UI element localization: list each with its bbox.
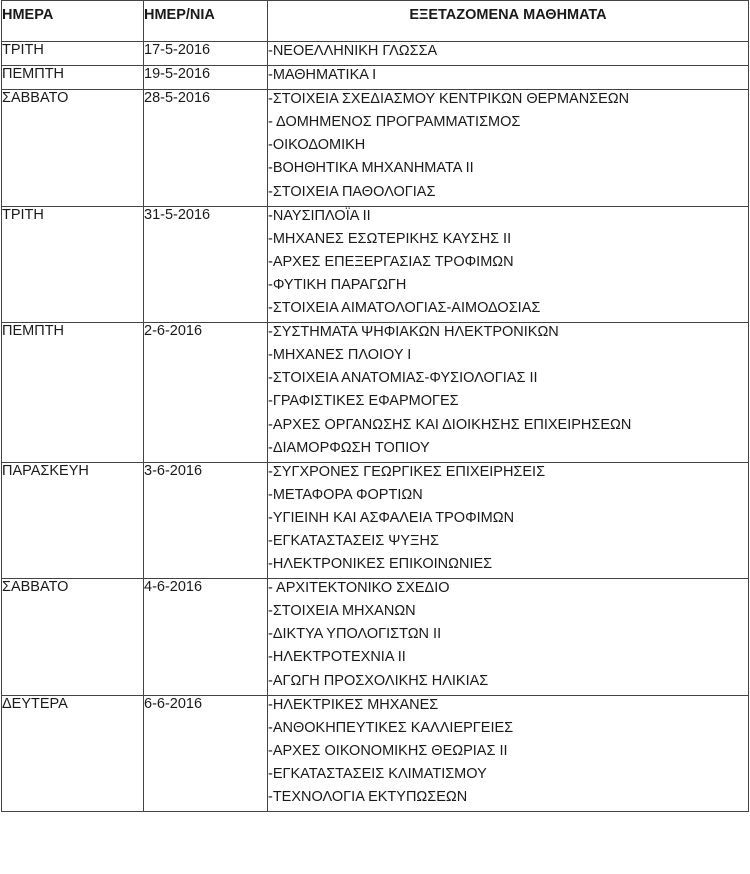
subject-item: -ΑΡΧΕΣ ΟΙΚΟΝΟΜΙΚΗΣ ΘΕΩΡΙΑΣ ΙΙ [268, 742, 508, 759]
subject-item: -ΥΓΙΕΙΝΗ ΚΑΙ ΑΣΦΑΛΕΙΑ ΤΡΟΦΙΜΩΝ [268, 509, 515, 526]
exam-date: 2-6-2016 [144, 323, 268, 463]
exam-day: ΣΑΒΒΑΤΟ [2, 90, 144, 206]
subject-item: -ΑΓΩΓΗ ΠΡΟΣΧΟΛΙΚΗΣ ΗΛΙΚΙΑΣ [268, 672, 489, 689]
exam-subjects [268, 579, 749, 695]
exam-day: ΤΡΙΤΗ [2, 42, 144, 66]
subject-item: -ΣΤΟΙΧΕΙΑ ΑΙΜΑΤΟΛΟΓΙΑΣ-ΑΙΜΟΔΟΣΙΑΣ [268, 300, 541, 317]
table-row [2, 90, 749, 206]
table-row [2, 462, 749, 578]
subject-item: -ΗΛΕΚΤΡΙΚΕΣ ΜΗΧΑΝΕΣ [268, 696, 439, 713]
exam-date: 4-6-2016 [144, 579, 268, 695]
table-row [2, 206, 749, 322]
header-date: ΗΜΕΡ/ΝΙΑ [144, 1, 268, 42]
exam-subjects [268, 462, 749, 578]
subject-item: -ΔΙΑΜΟΡΦΩΣΗ ΤΟΠΙΟΥ [268, 439, 430, 456]
exam-day: ΠΕΜΠΤΗ [2, 323, 144, 463]
header-day: ΗΜΕΡΑ [2, 1, 144, 42]
subject-item: -ΑΡΧΕΣ ΕΠΕΞΕΡΓΑΣΙΑΣ ΤΡΟΦΙΜΩΝ [268, 253, 514, 270]
subject-item: - ΔΟΜΗΜΕΝΟΣ ΠΡΟΓΡΑΜΜΑΤΙΣΜΟΣ [268, 114, 521, 131]
subject-item: -ΜΑΘΗΜΑΤΙΚΑ Ι [268, 67, 377, 84]
subject-item: -ΦΥΤΙΚΗ ΠΑΡΑΓΩΓΗ [268, 276, 407, 293]
subject-item: -ΗΛΕΚΤΡΟΝΙΚΕΣ ΕΠΙΚΟΙΝΩΝΙΕΣ [268, 556, 493, 573]
header-subjects: ΕΞΕΤΑΖΟΜΕΝΑ ΜΑΘΗΜΑΤΑ [268, 1, 749, 42]
subject-item: - ΑΡΧΙΤΕΚΤΟΝΙΚΟ ΣΧΕΔΙΟ [268, 580, 450, 597]
table-row [2, 579, 749, 695]
exam-day: ΠΑΡΑΣΚΕΥΗ [2, 462, 144, 578]
subject-item: -ΗΛΕΚΤΡΟΤΕΧΝΙΑ ΙΙ [268, 649, 406, 666]
exam-day: ΤΡΙΤΗ [2, 206, 144, 322]
table-row [2, 695, 749, 811]
table-body [2, 42, 749, 812]
exam-day: ΔΕΥΤΕΡΑ [2, 695, 144, 811]
subject-item: -ΑΝΘΟΚΗΠΕΥΤΙΚΕΣ ΚΑΛΛΙΕΡΓΕΙΕΣ [268, 719, 514, 736]
exam-schedule-table [1, 0, 749, 812]
subject-item: -ΣΥΣΤΗΜΑΤΑ ΨΗΦΙΑΚΩΝ ΗΛΕΚΤΡΟΝΙΚΩΝ [268, 324, 559, 341]
exam-subjects [268, 90, 749, 206]
subject-item: -ΣΤΟΙΧΕΙΑ ΠΑΘΟΛΟΓΙΑΣ [268, 183, 436, 200]
subject-item: -ΜΗΧΑΝΕΣ ΠΛΟΙΟΥ Ι [268, 347, 412, 364]
subject-item: -ΝΕΟΕΛΛΗΝΙΚΗ ΓΛΩΣΣΑ [268, 43, 438, 59]
subject-item: -ΣΤΟΙΧΕΙΑ ΑΝΑΤΟΜΙΑΣ-ΦΥΣΙΟΛΟΓΙΑΣ ΙΙ [268, 370, 538, 387]
exam-subjects [268, 42, 749, 66]
table-row [2, 323, 749, 463]
exam-date: 3-6-2016 [144, 462, 268, 578]
exam-date: 28-5-2016 [144, 90, 268, 206]
exam-day: ΠΕΜΠΤΗ [2, 66, 144, 90]
subject-item: -ΕΓΚΑΤΑΣΤΑΣΕΙΣ ΚΛΙΜΑΤΙΣΜΟΥ [268, 765, 487, 782]
subject-item: -ΣΥΓΧΡΟΝΕΣ ΓΕΩΡΓΙΚΕΣ ΕΠΙΧΕΙΡΗΣΕΙΣ [268, 463, 546, 480]
exam-date: 19-5-2016 [144, 66, 268, 90]
subject-item: -ΕΓΚΑΤΑΣΤΑΣΕΙΣ ΨΥΞΗΣ [268, 532, 439, 549]
subject-item: -ΣΤΟΙΧΕΙΑ ΜΗΧΑΝΩΝ [268, 603, 416, 620]
table-row [2, 42, 749, 66]
exam-day: ΣΑΒΒΑΤΟ [2, 579, 144, 695]
subject-item: -ΤΕΧΝΟΛΟΓΙΑ ΕΚΤΥΠΩΣΕΩΝ [268, 789, 468, 805]
exam-subjects [268, 206, 749, 322]
exam-date: 6-6-2016 [144, 695, 268, 811]
exam-subjects [268, 66, 749, 90]
exam-subjects [268, 323, 749, 463]
subject-item: -ΑΡΧΕΣ ΟΡΓΑΝΩΣΗΣ ΚΑΙ ΔΙΟΙΚΗΣΗΣ ΕΠΙΧΕΙΡΗΣΕΩΝ [268, 416, 632, 433]
subject-item: -ΓΡΑΦΙΣΤΙΚΕΣ ΕΦΑΡΜΟΓΕΣ [268, 393, 459, 410]
exam-date: 31-5-2016 [144, 206, 268, 322]
subject-item: -ΔΙΚΤΥΑ ΥΠΟΛΟΓΙΣΤΩΝ ΙΙ [268, 626, 442, 643]
exam-subjects [268, 695, 749, 811]
header-row [2, 1, 749, 42]
table-row [2, 66, 749, 90]
subject-item: -ΜΕΤΑΦΟΡΑ ΦΟΡΤΙΩΝ [268, 486, 423, 503]
subject-item: -ΜΗΧΑΝΕΣ ΕΣΩΤΕΡΙΚΗΣ ΚΑΥΣΗΣ ΙΙ [268, 230, 512, 247]
table-header [2, 1, 749, 42]
subject-item: -ΝΑΥΣΙΠΛΟΪΑ ΙΙ [268, 207, 371, 224]
exam-date: 17-5-2016 [144, 42, 268, 66]
subject-item: -ΟΙΚΟΔΟΜΙΚΗ [268, 137, 366, 154]
subject-item: -ΣΤΟΙΧΕΙΑ ΣΧΕΔΙΑΣΜΟΥ ΚΕΝΤΡΙΚΩΝ ΘΕΡΜΑΝΣΕΩΝ [268, 91, 630, 108]
subject-item: -ΒΟΗΘΗΤΙΚΑ ΜΗΧΑΝΗΜΑΤΑ ΙΙ [268, 160, 474, 177]
